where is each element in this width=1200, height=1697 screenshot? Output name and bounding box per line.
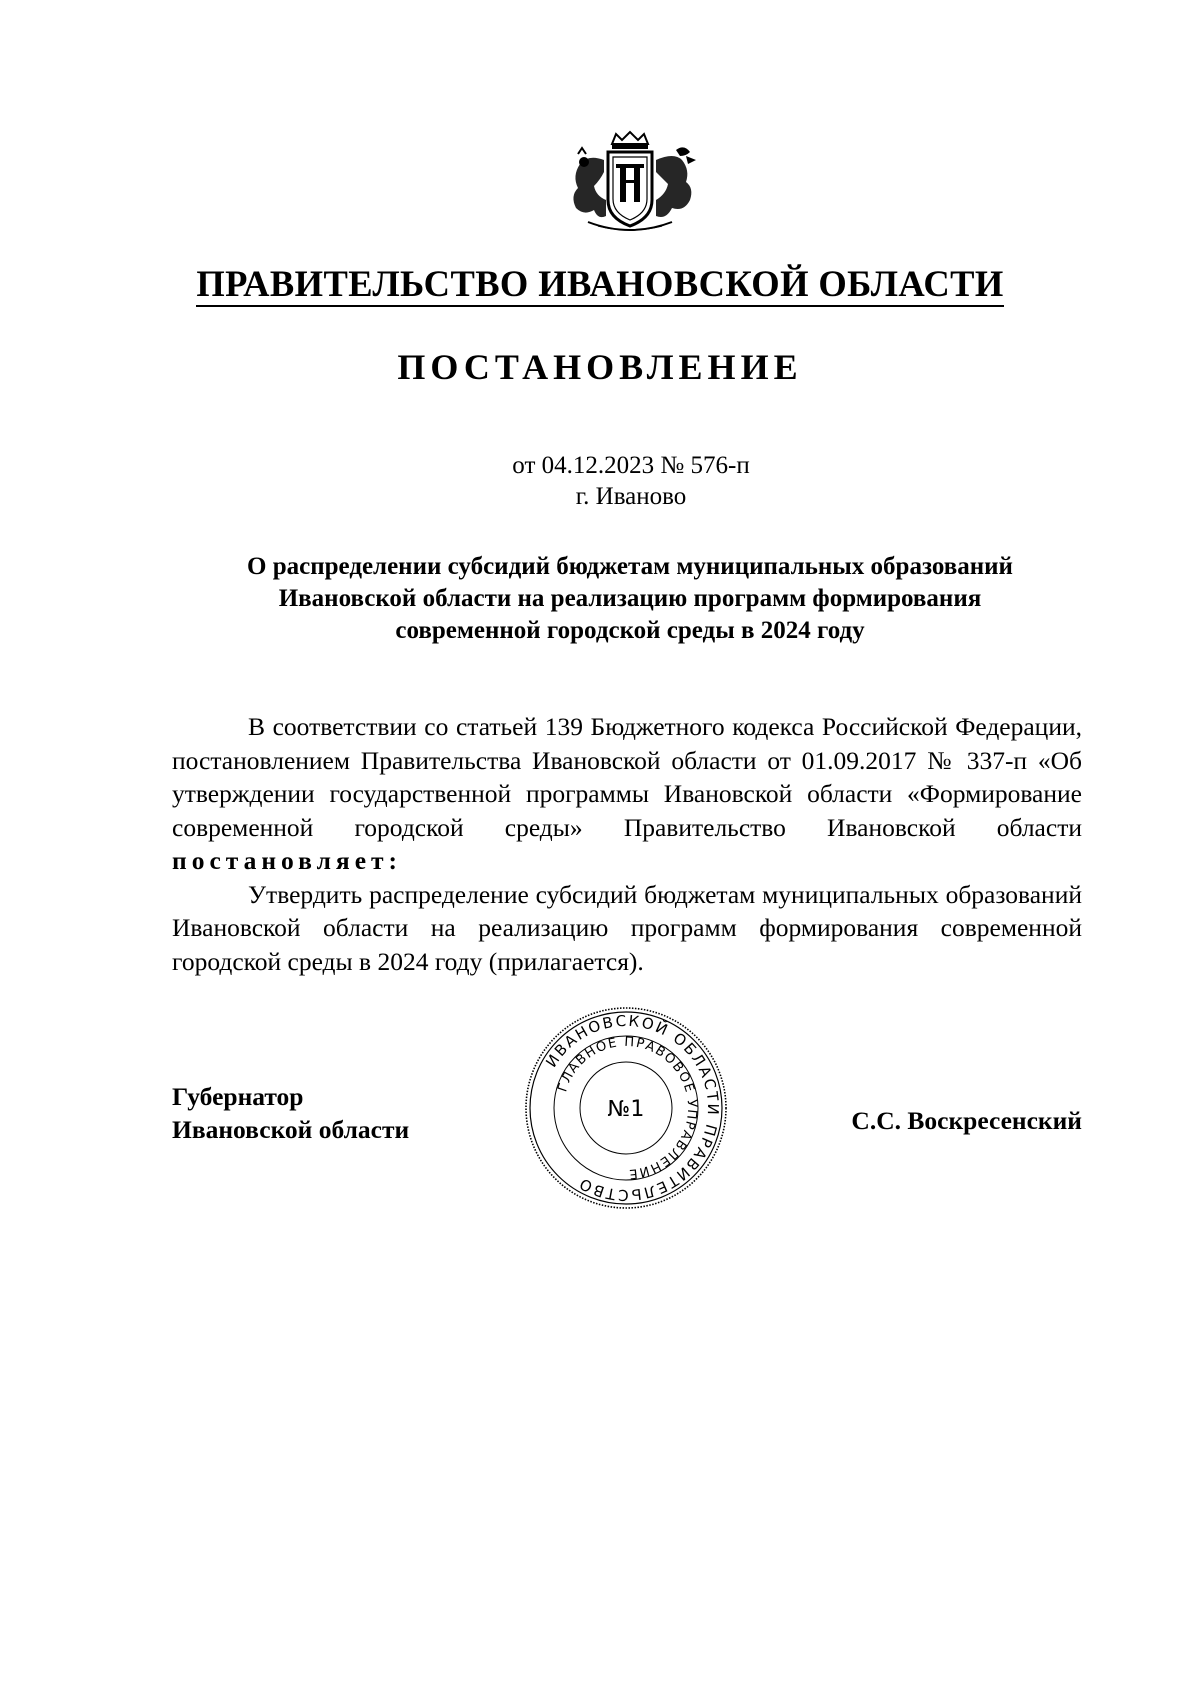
preamble-text: В соответствии со статьей 139 Бюджетного кодекса Российской Федерации, постановлением Правительства Ивановской области от 01.09.2017 № 337-п «Об утверждении государственной программы Ивановской области «Формирование современной городской среды» Правительство Ивановской области (172, 712, 1082, 842)
organization-name-text: ПРАВИТЕЛЬСТВО ИВАНОВСКОЙ ОБЛАСТИ (196, 263, 1003, 307)
signer-name: С.С. Воскресенский (851, 1106, 1082, 1135)
document-date-number: от 04.12.2023 № 576-п (512, 452, 750, 479)
resolves-word: постановляет: (172, 846, 403, 875)
signer-position-line: Ивановской области (172, 1115, 410, 1144)
signer-position (172, 1080, 409, 1146)
official-seal-stamp (521, 1003, 731, 1213)
document-title-line: Ивановской области на реализацию программ формирования (278, 585, 982, 612)
body-paragraph-preamble (172, 710, 1082, 878)
document-city: г. Иваново (575, 483, 687, 510)
seal-center-number: №1 (607, 1097, 645, 1122)
document-title (170, 551, 1090, 647)
seal-outer-text: ИВАНОВСКОЙ ОБЛАСТИ ПРАВИТЕЛЬСТВО (542, 1011, 723, 1205)
document-type: ПОСТАНОВЛЕНИЕ (397, 347, 803, 387)
document-body (172, 710, 1082, 978)
document-title-line: современной городской среды в 2024 году (395, 617, 865, 644)
signer-position-line: Губернатор (172, 1082, 304, 1111)
coat-of-arms-icon (558, 130, 702, 234)
document-title-line: О распределении субсидий бюджетам муниципальных образований (247, 553, 1013, 580)
organization-name (0, 262, 1200, 306)
seal-inner-text: ГЛАВНОЕ ПРАВОВОЕ УПРАВЛЕНИЕ (555, 1034, 700, 1182)
body-paragraph-resolution: Утвердить распределение субсидий бюджетам муниципальных образований Ивановской области на реализацию программ формирования современной городской среды в 2024 году (прилагается). (172, 879, 1082, 976)
